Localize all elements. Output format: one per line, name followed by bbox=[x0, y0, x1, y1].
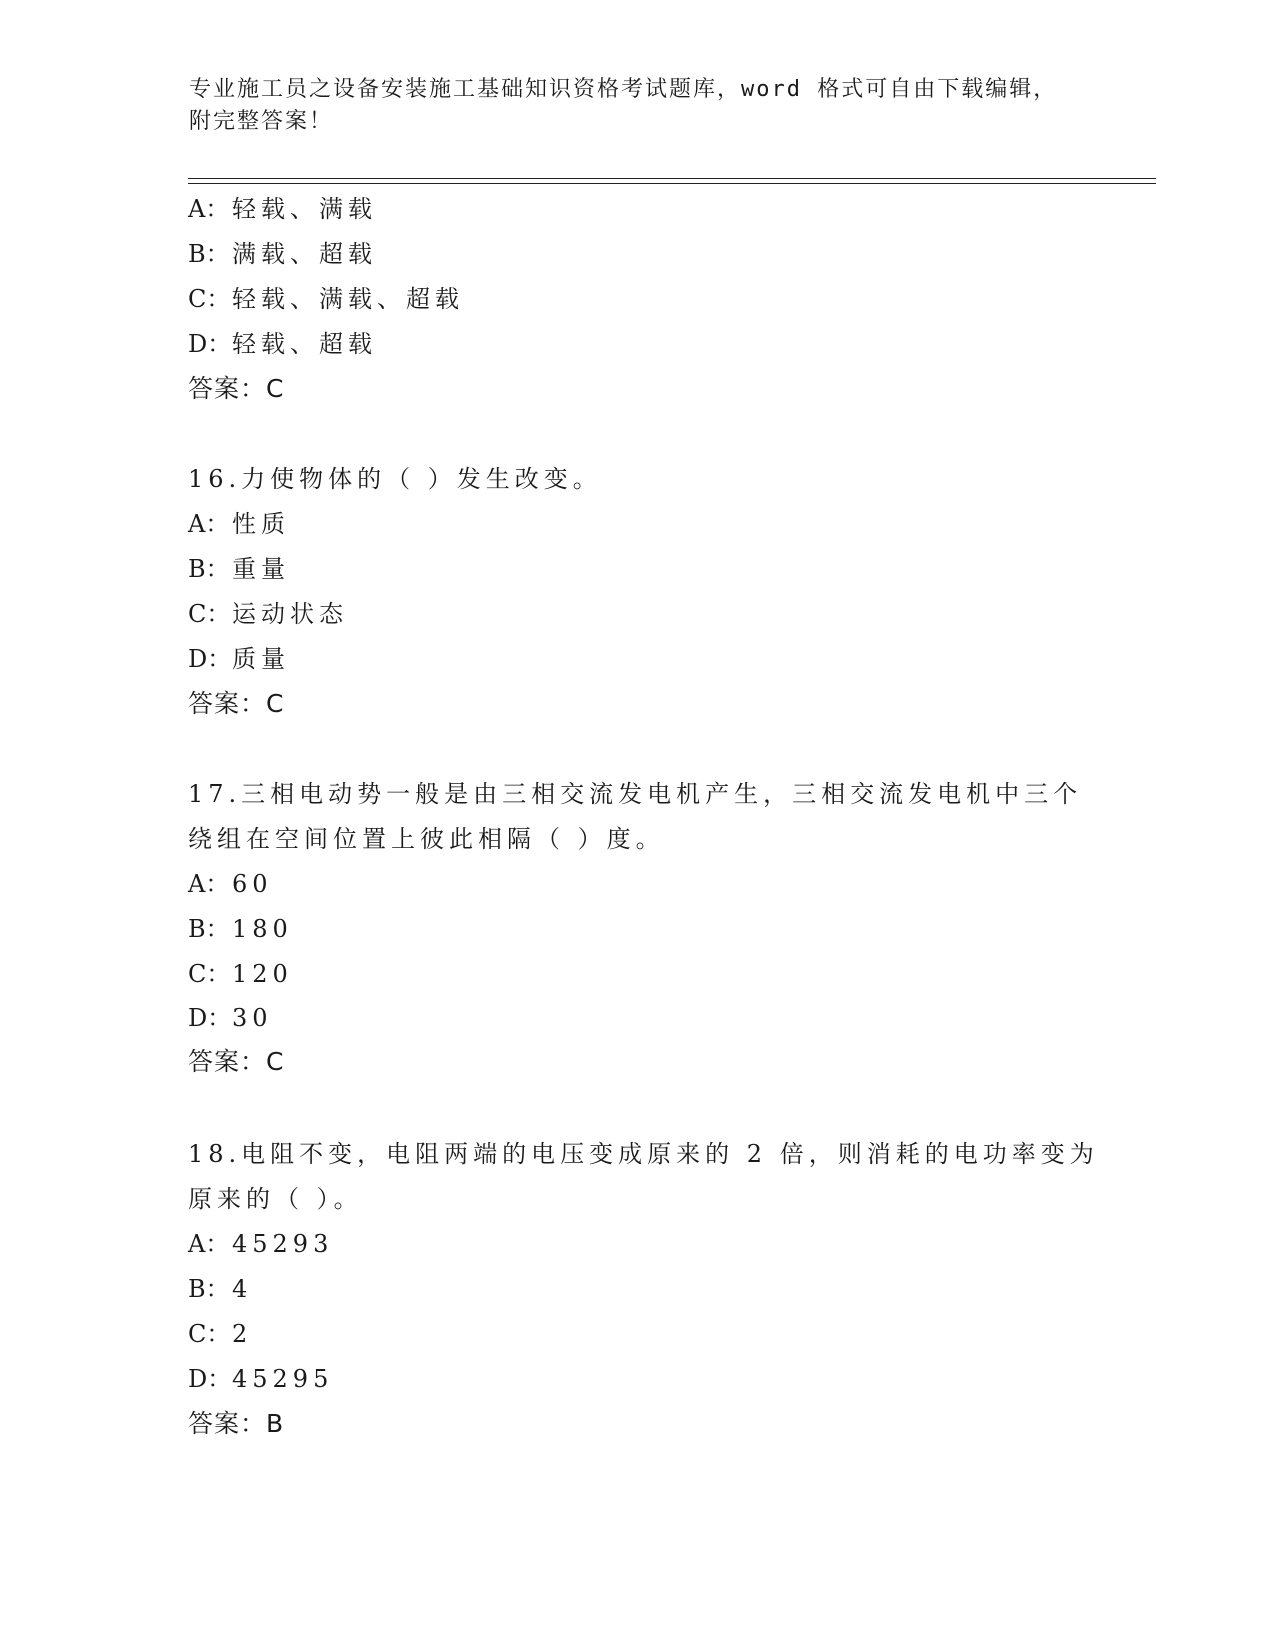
option-text: 60 bbox=[232, 870, 273, 898]
q17-option-b bbox=[188, 914, 293, 944]
option-label: D： bbox=[188, 1004, 232, 1032]
q18-stem-line-1: 18.电阻不变，电阻两端的电压变成原来的 2 倍，则消耗的电功率变为 bbox=[188, 1140, 1099, 1168]
q16-stem: 16.力使物体的（ ）发生改变。 bbox=[188, 465, 602, 493]
option-label: A： bbox=[188, 195, 230, 223]
option-text: 120 bbox=[232, 960, 293, 988]
option-text: 轻载、超载 bbox=[232, 330, 377, 358]
option-text: 180 bbox=[232, 915, 293, 943]
option-text: 45293 bbox=[232, 1230, 334, 1258]
option-text: 30 bbox=[232, 1004, 273, 1032]
document-header bbox=[189, 74, 1089, 138]
q18-option-d bbox=[188, 1364, 333, 1394]
q15-answer: 答案：C bbox=[188, 374, 285, 403]
header-divider-bottom bbox=[188, 183, 1156, 184]
option-label: D： bbox=[188, 645, 232, 673]
option-label: B： bbox=[188, 915, 230, 943]
header-line-2: 附完整答案！ bbox=[189, 109, 334, 134]
q18-answer: 答案：B bbox=[188, 1409, 285, 1438]
header-divider-top bbox=[188, 178, 1156, 179]
q15-option-d bbox=[188, 329, 377, 359]
option-text: 4 bbox=[232, 1275, 253, 1303]
option-text: 运动状态 bbox=[232, 600, 348, 628]
q17-answer: 答案：C bbox=[188, 1047, 285, 1076]
q18-option-b bbox=[188, 1274, 252, 1304]
option-text: 性质 bbox=[232, 510, 290, 538]
q16-option-c bbox=[188, 599, 348, 629]
q18-option-c bbox=[188, 1319, 252, 1349]
option-text: 2 bbox=[232, 1320, 253, 1348]
q16-answer: 答案：C bbox=[188, 689, 285, 718]
q15-option-a bbox=[188, 194, 377, 224]
option-label: A： bbox=[188, 510, 230, 538]
option-label: B： bbox=[188, 555, 230, 583]
option-text: 满载、超载 bbox=[232, 240, 377, 268]
option-text: 轻载、满载 bbox=[232, 195, 377, 223]
option-label: B： bbox=[188, 1275, 230, 1303]
q15-option-c bbox=[188, 284, 464, 314]
option-text: 重量 bbox=[232, 555, 290, 583]
q17-option-d bbox=[188, 1003, 273, 1033]
option-label: B： bbox=[188, 240, 230, 268]
header-line-1: 专业施工员之设备安装施工基础知识资格考试题库，word 格式可自由下载编辑， bbox=[189, 77, 1058, 102]
q17-stem-line-2: 绕组在空间位置上彼此相隔（ ）度。 bbox=[188, 825, 665, 853]
option-text: 质量 bbox=[232, 645, 290, 673]
option-label: D： bbox=[188, 1365, 232, 1393]
option-label: A： bbox=[188, 1230, 230, 1258]
q16-option-b bbox=[188, 554, 290, 584]
q18-stem-line-2: 原来的（ ）。 bbox=[188, 1185, 363, 1213]
q17-option-c bbox=[188, 959, 293, 989]
option-label: C： bbox=[188, 960, 231, 988]
option-label: D： bbox=[188, 330, 232, 358]
option-label: C： bbox=[188, 1320, 231, 1348]
q18-option-a bbox=[188, 1229, 333, 1259]
q16-option-d bbox=[188, 644, 290, 674]
q17-option-a bbox=[188, 869, 273, 899]
option-label: C： bbox=[188, 600, 231, 628]
option-text: 45295 bbox=[232, 1365, 334, 1393]
q15-option-b bbox=[188, 239, 377, 269]
q17-stem-line-1: 17.三相电动势一般是由三相交流发电机产生，三相交流发电机中三个 bbox=[188, 780, 1083, 808]
q16-option-a bbox=[188, 509, 290, 539]
option-label: A： bbox=[188, 870, 230, 898]
option-label: C： bbox=[188, 285, 231, 313]
option-text: 轻载、满载、超载 bbox=[232, 285, 464, 313]
